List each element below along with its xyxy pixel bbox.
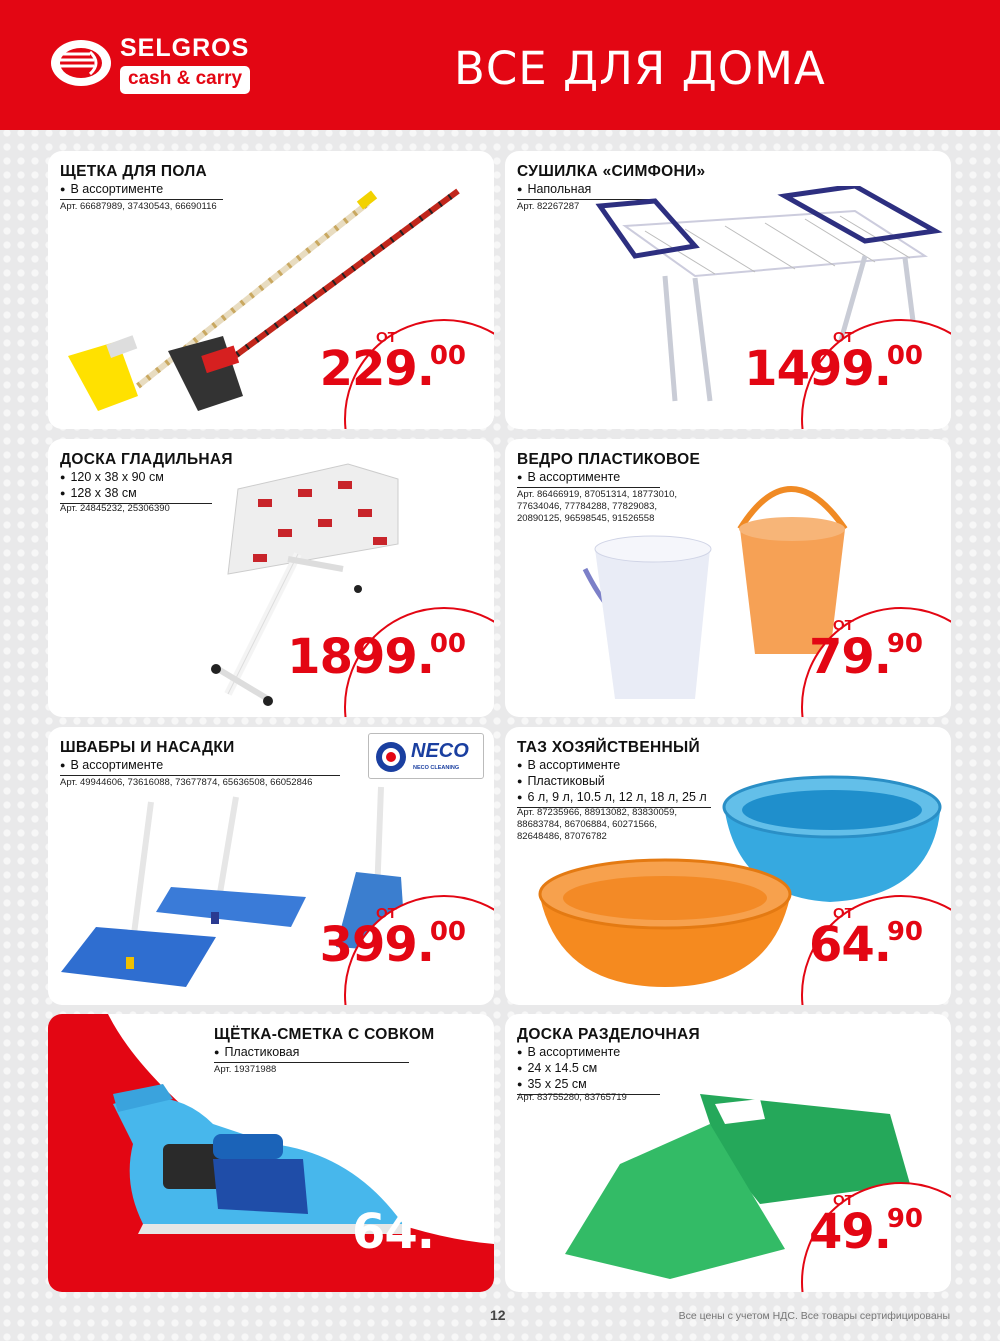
- product-title: ТАЗ ХОЗЯЙСТВЕННЫЙ: [517, 739, 700, 756]
- price-tag: [801, 607, 951, 717]
- product-card-cutting-board[interactable]: [505, 1014, 951, 1292]
- price-tag: [344, 1182, 494, 1292]
- price-integer: 79.: [808, 629, 891, 685]
- product-bullet: ● Пластиковый: [517, 774, 707, 790]
- product-article: Арт. 82267287: [517, 201, 580, 212]
- product-article: Арт. 24845232, 25306390: [60, 503, 170, 514]
- product-article: Арт. 86466919, 87051314, 18773010, 77634046, 77784288, 77829083, 20890125, 96598545, 91526558: [517, 489, 677, 524]
- price-tag: [287, 607, 494, 717]
- product-article: Арт. 87235966, 88913082, 83830059, 88683784, 86706884, 60271566, 82648486, 87076782: [517, 807, 677, 842]
- price-prefix: ОТ: [833, 905, 854, 922]
- brand-tagline: cash & carry: [120, 66, 250, 94]
- product-card-floor-brush[interactable]: [48, 151, 494, 429]
- product-title: ВЕДРО ПЛАСТИКОВОЕ: [517, 451, 701, 468]
- product-article: Арт. 83755280, 83765719: [517, 1092, 627, 1103]
- price-integer: 399.: [319, 917, 434, 973]
- price-tag: [744, 319, 951, 429]
- product-article: Арт. 19371988: [214, 1064, 277, 1075]
- product-bullets: [60, 758, 340, 776]
- product-card-basin[interactable]: [505, 727, 951, 1005]
- price-integer: 1499.: [744, 341, 891, 397]
- neco-brand-logo: [368, 733, 484, 779]
- product-article: Арт. 66687989, 37430543, 66690116: [60, 201, 217, 212]
- product-bullet: ● В ассортименте: [60, 182, 163, 198]
- product-title: ДОСКА РАЗДЕЛОЧНАЯ: [517, 1026, 700, 1043]
- product-bullet: ● 120 х 38 х 90 см: [60, 470, 164, 486]
- price-integer: 229.: [319, 341, 434, 397]
- price-cents: 00: [886, 341, 923, 371]
- price-cents: 90: [886, 917, 923, 947]
- price-cents: 00: [429, 629, 466, 659]
- product-card-mops[interactable]: [48, 727, 494, 1005]
- price-cents: 90: [429, 1204, 466, 1234]
- neco-mascot-icon: [374, 740, 408, 774]
- neco-logo-sub: NECO CLEANING: [413, 765, 460, 771]
- page-header: [0, 0, 1000, 130]
- neco-logo-text: NECO: [411, 740, 469, 762]
- product-card-plastic-bucket[interactable]: [505, 439, 951, 717]
- price-prefix: ОТ: [376, 905, 397, 922]
- product-bullets: [214, 1045, 409, 1063]
- price-prefix: ОТ: [833, 1192, 854, 1209]
- price-integer: 64.: [351, 1204, 434, 1260]
- product-bullet: ● В ассортименте: [517, 470, 620, 486]
- product-bullet: ● Пластиковая: [214, 1045, 299, 1061]
- product-bullet: ● 24 х 14.5 см: [517, 1061, 620, 1077]
- price-prefix: ОТ: [833, 329, 854, 346]
- brand-name: SELGROS: [120, 34, 250, 62]
- product-bullet: ● 128 х 38 см: [60, 486, 164, 502]
- product-bullet: ● В ассортименте: [517, 758, 707, 774]
- plate-logo-icon: [50, 38, 112, 88]
- footer-note: Все цены с учетом НДС. Все товары сертифицированы: [678, 1310, 950, 1322]
- price-tag: [319, 319, 494, 429]
- price-tag: [801, 895, 951, 1005]
- product-title: ДОСКА ГЛАДИЛЬНАЯ: [60, 451, 233, 468]
- product-bullet: ● 35 х 25 см: [517, 1077, 620, 1093]
- product-title: ЩЕТКА ДЛЯ ПОЛА: [60, 163, 208, 180]
- price-cents: 90: [886, 629, 923, 659]
- product-title: ЩЁТКА-СМЕТКА С СОВКОМ: [214, 1026, 435, 1043]
- product-title: ШВАБРЫ И НАСАДКИ: [60, 739, 235, 756]
- product-title: СУШИЛКА «СИМФОНИ»: [517, 163, 706, 180]
- product-bullet: ● Напольная: [517, 182, 591, 198]
- price-prefix: ОТ: [376, 329, 397, 346]
- price-tag: [801, 1182, 951, 1292]
- price-integer: 1899.: [287, 629, 434, 685]
- product-bullet: ● В ассортименте: [60, 758, 326, 774]
- page-number: 12: [490, 1307, 506, 1323]
- price-cents: 00: [429, 917, 466, 947]
- price-cents: 90: [886, 1204, 923, 1234]
- product-card-ironing-board[interactable]: [48, 439, 494, 717]
- product-card-dustpan[interactable]: [48, 1014, 494, 1292]
- price-integer: 49.: [808, 1204, 891, 1260]
- product-bullet: ● 6 л, 9 л, 10.5 л, 12 л, 18 л, 25 л: [517, 790, 707, 806]
- product-bullet: ● В ассортименте: [517, 1045, 620, 1061]
- page-title: ВСЕ ДЛЯ ДОМА: [454, 42, 826, 95]
- product-card-clothes-dryer[interactable]: [505, 151, 951, 429]
- product-article: Арт. 49944606, 73616088, 73677874, 65636508, 66052846: [60, 777, 313, 788]
- price-prefix: ОТ: [833, 617, 854, 634]
- selgros-logo[interactable]: [50, 32, 260, 98]
- price-integer: 64.: [808, 917, 891, 973]
- price-tag: [319, 895, 494, 1005]
- price-cents: 00: [429, 341, 466, 371]
